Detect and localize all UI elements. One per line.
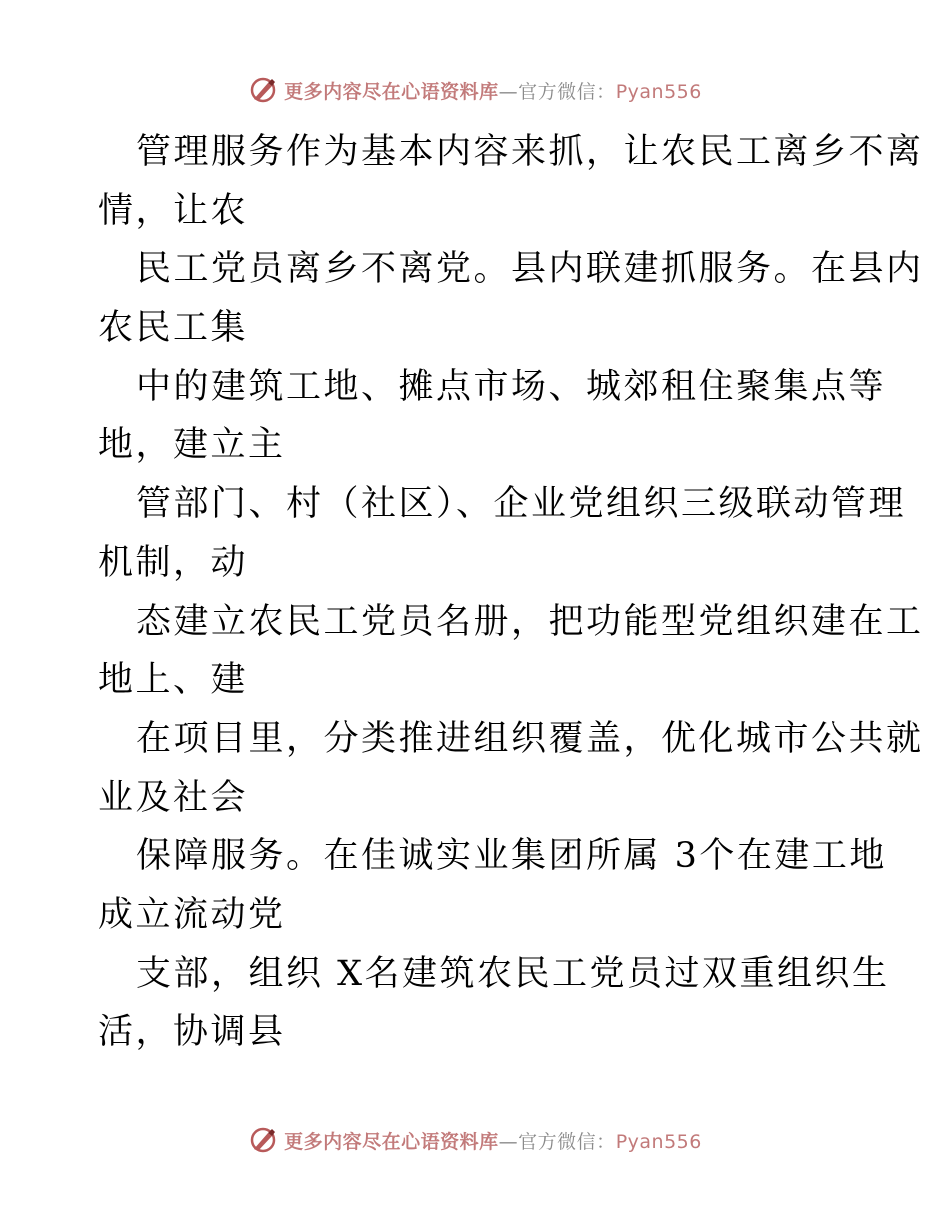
text-line: 地上、建: [98, 660, 249, 701]
watermark-text: [284, 1127, 702, 1154]
text-line: 在项目里，分类推进组织覆盖，优化城市公共就: [136, 718, 924, 759]
footer-watermark: [0, 1120, 950, 1160]
text-line: 管理服务作为基本内容来抓，让农民工离乡不离: [136, 132, 924, 172]
watermark-text: [284, 77, 702, 104]
text-line: 地，建立主: [98, 425, 286, 466]
text-line: 农民工集: [98, 308, 249, 349]
watermark-brand: 更多内容尽在心语资料库: [284, 1130, 499, 1153]
text-line: 业及社会: [98, 777, 249, 818]
watermark-wechat-id: Pyan556: [615, 80, 702, 103]
document-body: [98, 123, 924, 1062]
text-line: 管部门、村（社区）、企业党组织三级联动管理: [136, 484, 907, 525]
text-line: 态建立农民工党员名册，把功能型党组织建在工: [136, 601, 924, 642]
text-line: 成立流动党: [98, 894, 286, 935]
text-line: 机制，动: [98, 542, 249, 583]
watermark-separator: —官方微信：: [498, 1130, 616, 1153]
text-line: 中的建筑工地、摊点市场、城郊租住聚集点等: [136, 366, 887, 407]
text-line: 民工党员离乡不离党。县内联建抓服务。在县内: [136, 249, 924, 290]
text-line: 活，协调县: [98, 1012, 286, 1053]
text-line: 情，让农: [98, 190, 249, 231]
brush-logo-icon: [248, 1125, 278, 1155]
watermark-wechat-id: Pyan556: [615, 1130, 702, 1153]
watermark-brand: 更多内容尽在心语资料库: [284, 80, 499, 103]
text-line: 保障服务。在佳诚实业集团所属 3个在建工地: [136, 836, 887, 877]
header-watermark: [0, 70, 950, 110]
text-line: 支部，组织 X名建筑农民工党员过双重组织生: [136, 953, 890, 994]
watermark-separator: —官方微信：: [498, 80, 616, 103]
brush-logo-icon: [248, 75, 278, 105]
